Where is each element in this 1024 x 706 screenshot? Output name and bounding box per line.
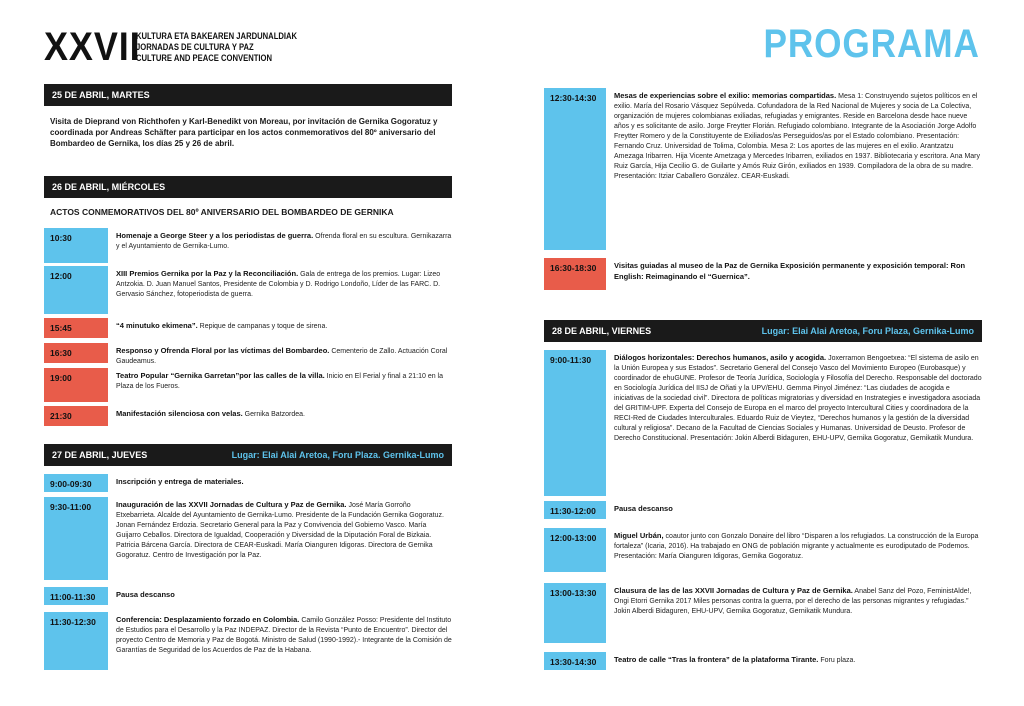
event-time: 9:00-11:30 — [544, 350, 606, 496]
event-title: Homenaje a George Steer y a los periodistas de guerra. — [116, 231, 314, 240]
event-row — [544, 501, 982, 519]
name-line-spanish: JORNADAS DE CULTURA Y PAZ — [136, 41, 254, 52]
event-time: 16:30 — [44, 343, 108, 363]
event-row — [544, 528, 982, 572]
day-label: 26 DE ABRIL, MIÉRCOLES — [52, 182, 166, 192]
event-title: Inauguración de las XXVII Jornadas de Cultura y Paz de Gernika. — [116, 500, 347, 509]
event-time: 13:30-14:30 — [544, 652, 606, 670]
event-text: Gala de entrega de los premios. Lugar: Lizeo Antzokia. D. Juan Manuel Santos, Presidente de Colombia y D. Rodrigo Londoño, Líder de las FARC. D. Gervasio Sánchez, fotoperiodista de guerra. — [116, 271, 441, 298]
event-row — [44, 318, 452, 338]
event-time: 19:00 — [44, 368, 108, 402]
event-description — [108, 587, 175, 605]
event-time: 12:30-14:30 — [544, 88, 606, 250]
event-row — [44, 474, 452, 492]
event-description — [606, 88, 982, 250]
event-description — [108, 318, 327, 338]
event-text: Exposición permanente y exposición temporal: Ron English: Reimaginando el “Guernica”. — [614, 261, 966, 281]
event-text: Anabel Sanz del Pozo, FeministAlde!, Ongi Etorri Gernika 2017 Miles personas contra la guerra, por el derecho de las personas migrantes y refugiadas.” Jokin Alberdi Bidaguren, EHU-UPV, Gernika Gogoratuz, Gernikatik Mundura. — [614, 588, 972, 615]
event-title: Visitas guiadas al museo de la Paz de Gernika — [614, 261, 779, 270]
event-title: Diálogos horizontales: Derechos humanos, asilo y acogida. — [614, 353, 827, 362]
event-description — [606, 258, 982, 290]
event-row — [544, 350, 982, 496]
event-text: coautor junto con Gonzalo Donaire del libro “Disparen a los refugiados. La construcción de la Europa fortaleza” (Icaria, 2016). Ha trabajado en ONG de población migrante y actualmente es eurodiputado de Podemos. Presentación: María Oianguren Idigoras, Gernika Gogoratuz. — [614, 533, 979, 560]
event-description — [108, 474, 244, 492]
event-row — [544, 652, 982, 670]
event-time: 10:30 — [44, 228, 108, 263]
event-time: 12:00-13:00 — [544, 528, 606, 572]
event-title: Clausura de las de las XXVII Jornadas de Cultura y Paz de Gernika. — [614, 586, 853, 595]
day-label: 27 DE ABRIL, JUEVES — [52, 450, 148, 460]
event-row — [44, 612, 452, 670]
event-row — [44, 266, 452, 314]
event-text: Camilo González Posso: Presidente del Instituto de Estudios para el Desarrollo y la Paz INDEPAZ. Director de la Revista “Punto de Encuentro”. Director del proyecto Centro de Memoria y Paz de Bogotá. Ministro de Salud (1990-1992).- Integrante de la Comisión de Garantías de Seguridad de los Acuerdos de Paz de la Habana. — [116, 617, 452, 654]
event-text: Gernika Batzordea. — [244, 411, 305, 418]
event-description — [108, 228, 452, 263]
event-time: 11:00-11:30 — [44, 587, 108, 605]
page-title: PROGRAMA — [763, 22, 980, 66]
event-title: Mesas de experiencias sobre el exilio: memorias compartidas. — [614, 91, 837, 100]
event-time: 21:30 — [44, 406, 108, 426]
event-time: 11:30-12:30 — [44, 612, 108, 670]
event-title: Pausa descanso — [116, 590, 175, 599]
logo — [44, 27, 326, 67]
day-location: Lugar: Elai Alai Aretoa, Foru Plaza, Gernika-Lumo — [761, 326, 974, 336]
event-title: “4 minutuko ekimena”. — [116, 321, 198, 330]
event-title: Pausa descanso — [614, 504, 673, 513]
section-subheading: ACTOS CONMEMORATIVOS DEL 80º ANIVERSARIO DEL BOMBARDEO DE GERNIKA — [50, 207, 394, 217]
day-label: 28 DE ABRIL, VIERNES — [552, 326, 652, 336]
day-header-25 — [44, 84, 452, 106]
event-time: 9:00-09:30 — [44, 474, 108, 492]
event-title: Teatro de calle “Tras la frontera” de la plataforma Tirante. — [614, 655, 819, 664]
event-row — [544, 583, 982, 643]
event-row — [44, 343, 452, 363]
event-title: Teatro Popular “Gernika Garretan”por las calles de la villa. — [116, 371, 325, 380]
edition-number: XXVII — [44, 25, 141, 69]
event-time: 16:30-18:30 — [544, 258, 606, 290]
day-header-26 — [44, 176, 452, 198]
event-row — [44, 587, 452, 605]
day-header-27 — [44, 444, 452, 466]
event-title: Miguel Urbán, — [614, 531, 664, 540]
event-description — [108, 406, 305, 426]
event-text: Cementerio de Zallo. Actuación Coral Gaudeamus. — [116, 348, 448, 365]
event-description — [108, 343, 452, 363]
name-line-english: CULTURE AND PEACE CONVENTION — [136, 52, 273, 63]
day-location: Lugar: Elai Alai Aretoa, Foru Plaza. Gernika-Lumo — [231, 450, 444, 460]
event-row — [44, 228, 452, 263]
event-row — [44, 406, 452, 426]
event-title: Manifestación silenciosa con velas. — [116, 409, 243, 418]
event-description — [606, 583, 982, 643]
day25-intro: Visita de Dieprand von Richthofen y Karl-Benedikt von Moreau, por invitación de Gernika Gogoratuz y coordinada por Andreas Schäfter para participar en los actos conmemorativos del 80º aniversario del Bombardeo de Gernika, los días 25 y 26 de abril. — [50, 117, 438, 148]
event-description — [108, 368, 452, 402]
event-description — [108, 266, 452, 314]
event-text: Joxerramon Bengoetxea: “El sistema de asilo en la Unión Europea y sus Estados”. Secretario General del Consejo Vasco del Movimiento Europeo (Eurobasque) y coordinador de ehuGUNE. Profesor de Teoría Jurídica, Sociología y Filosofía del Derecho. Responsable del doctorado en Sociología Jurídica del IISJ de Oñati y la UPV/EHU. Gemma Pinyol Jiménez: “Las ciudades de acogida e iniciativas de la sociedad civil”. Directora de políticas migratorias y diversidad en Instrategies e investigadora asociada del GRITIM-UPF. Experta del Consejo de Europa en el marco del proyecto Intercultural Cities y coordinadora de la RECI-Red de Ciudades Interculturales. Eduardo Ruiz de Vieytez, “Derechos humanos y la gestión de la diversidad cultural y religiosa”. Decano de la Facultad de Ciencias Sociales y Humanas. Universidad de Deusto. Profesor de Derecho Constitucional. Presentación: Jokin Alberdi Bidaguren, EHU-UPV, Gernika Gogoratuz, Gernikatik Mundura. — [614, 355, 982, 442]
event-time: 9:30-11:00 — [44, 497, 108, 580]
event-text: Inicio en El Ferial y final a 21:10 en la Plaza de los Fueros. — [116, 373, 444, 390]
event-row — [44, 497, 452, 580]
event-description — [606, 528, 982, 572]
day-header-28 — [544, 320, 982, 342]
event-title: Conferencia: Desplazamiento forzado en Colombia. — [116, 615, 300, 624]
event-text: Foru plaza. — [820, 657, 856, 664]
event-description — [606, 652, 855, 670]
name-line-basque: KULTURA ETA BAKEAREN JARDUNALDIAK — [136, 30, 298, 41]
event-time: 15:45 — [44, 318, 108, 338]
event-row — [544, 258, 982, 290]
event-row — [44, 368, 452, 402]
event-title: Responso y Ofrenda Floral por las víctimas del Bombardeo. — [116, 346, 330, 355]
event-description — [606, 501, 673, 519]
event-description — [606, 350, 982, 496]
event-text: José María Gorroño Etxebarrieta. Alcalde del Ayuntamiento de Gernika-Lumo. Presidente de la Fundación Gernika Gogoratuz. Jonan Fernández Erdozia. Secretario General para la Paz y Convivencia del Gobierno Vasco. María Guijarro Ceballos. Directora de Igualdad, Cooperación y Diversidad de la Diputación Foral de Bizkaia. Patricia Bárcena García. Directora de CEAR-Euskadi. María Oianguren Idigoras. Directora de Gernika Gogoratuz. Centro de Investigación por la Paz. — [116, 502, 444, 559]
event-time: 13:00-13:30 — [544, 583, 606, 643]
event-description — [108, 612, 452, 670]
day-label: 25 DE ABRIL, MARTES — [52, 90, 150, 100]
event-title: Inscripción y entrega de materiales. — [116, 477, 244, 486]
event-title: XIII Premios Gernika por la Paz y la Reconciliación. — [116, 269, 299, 278]
event-text: Ofrenda floral en su escultura. Gernikazarra y el Ayuntamiento de Gernika-Lumo. — [116, 233, 452, 250]
event-time: 11:30-12:00 — [544, 501, 606, 519]
event-row — [544, 88, 982, 250]
event-text: Repique de campanas y toque de sirena. — [199, 323, 328, 330]
convention-name — [136, 31, 297, 64]
event-time: 12:00 — [44, 266, 108, 314]
event-text: Mesa 1: Construyendo sujetos políticos en el exilio. María del Rosario Vásquez Sepúlveda. Cofundadora de la Red Nacional de Mujeres y socia de La Colectiva, organización de mujeres colombianas exiliadas, refugiadas y emigrantes. Reside en Barcelona desde hace nueve años y es solicitante de asilo. Jorge Freytter Florián. Refugiado colombiano. Integrante de la Asociación Jorge Adolfo Freytter Romero y de la Constituyente de Exiliados/as Perseguidos/as por el Estado colombiano. Presentación: Fernando Cruz. Universidad de Tolima, Colombia. Mesa 2: Los aportes de las mujeres en el exilio. Arantzatzu Amezaga Iribarren. Hija Vicente Ametzaga y Mercedes Iribarren, exiliados en 1937. Bibliotecaria y escritora. Ana Mary Ruiz García, Hija Cecilio G. de Guilarte y Amós Ruiz Girón, exiliados en 1939. Compiladora de la obra de su madre. Presentación: Itziar Caballero González. CEAR-Euskadi. — [614, 93, 980, 180]
event-description — [108, 497, 452, 580]
